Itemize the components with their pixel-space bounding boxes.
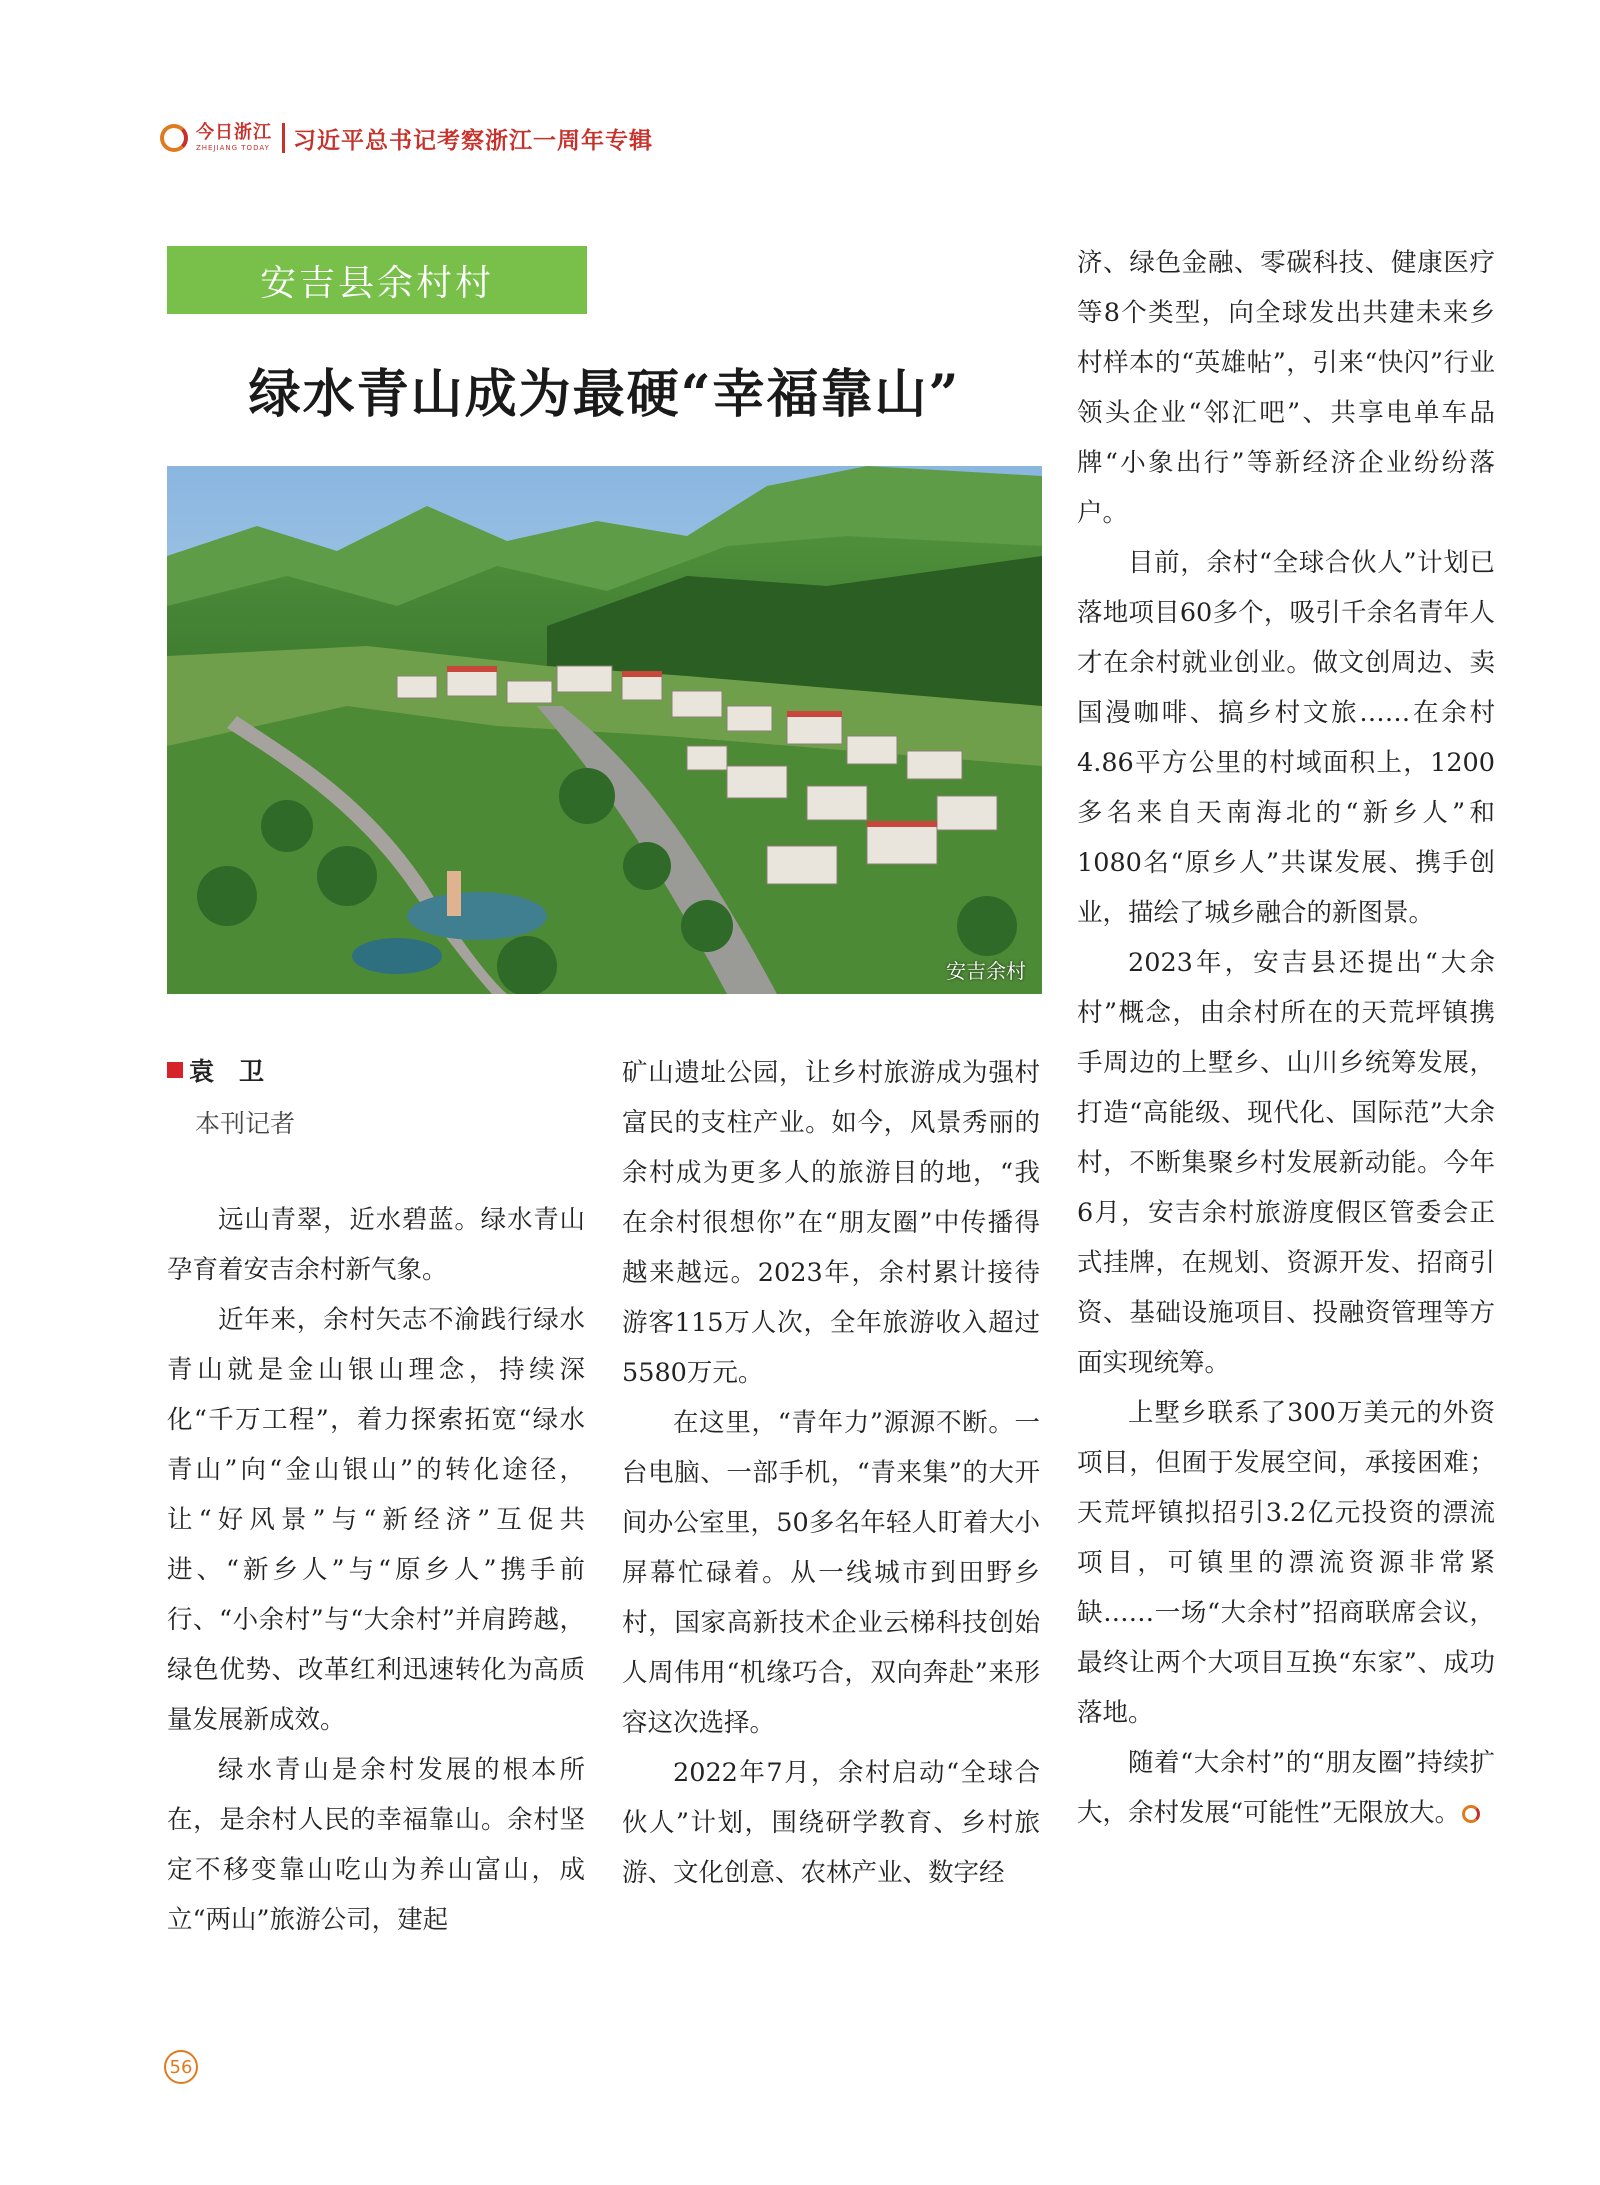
- paragraph: 在这里，“青年力”源源不断。一台电脑、一部手机，“青来集”的大开间办公室里，50多名年轻人盯着大小屏幕忙碌着。从一线城市到田野乡村，国家高新技术企业云梯科技创始人周伟用“机缘巧合，双向奔赴”来形容这次选择。: [622, 1408, 1040, 1738]
- header-divider: [282, 123, 285, 153]
- paragraph: 绿水青山是余村发展的根本所在，是余村人民的幸福靠山。余村坚定不移变靠山吃山为养山富山，成立“两山”旅游公司，建起: [167, 1755, 585, 1935]
- article-column-2: [622, 1048, 1040, 1898]
- author-name: 袁 卫: [189, 1057, 265, 1086]
- paragraph: 目前，余村“全球合伙人”计划已落地项目60多个，吸引千余名青年人才在余村就业创业。做文创周边、卖国漫咖啡、搞乡村文旅……在余村4.86平方公里的村域面积上，1200多名来自天南海北的“新乡人”和1080名“原乡人”共谋发展、携手创业，描绘了城乡融合的新图景。: [1077, 548, 1495, 928]
- magazine-logo: [196, 124, 272, 152]
- section-label: 安吉县余村村: [167, 246, 587, 314]
- photo-caption: 安吉余村: [946, 959, 1026, 983]
- logo-english-name: ZHEJIANG TODAY: [196, 144, 270, 152]
- paragraph: 2023年，安吉县还提出“大余村”概念，由余村所在的天荒坪镇携手周边的上墅乡、山川乡统筹发展，打造“高能级、现代化、国际范”大余村，不断集聚乡村发展新动能。今年6月，安吉余村旅游度假区管委会正式挂牌，在规划、资源开发、招商引资、基础设施项目、投融资管理等方面实现统筹。: [1077, 948, 1495, 1378]
- article-column-1: [167, 1195, 585, 1945]
- paragraph-continued: 济、绿色金融、零碳科技、健康医疗等8个类型，向全球发出共建未来乡村样本的“英雄帖”，引来“快闪”行业领头企业“邻汇吧”、共享电单车品牌“小象出行”等新经济企业纷纷落户。: [1077, 248, 1495, 528]
- special-issue-title: 习近平总书记考察浙江一周年专辑: [293, 127, 653, 154]
- byline: [167, 1052, 295, 1140]
- magazine-header: [160, 118, 653, 158]
- end-mark-icon: [1462, 1805, 1480, 1823]
- article-column-3: [1077, 238, 1495, 1838]
- final-paragraph-text: 随着“大余村”的“朋友圈”持续扩大，余村发展“可能性”无限放大。: [1077, 1748, 1495, 1828]
- landscape-illustration: [167, 466, 1042, 994]
- logo-chinese-name: 今日浙江: [196, 122, 272, 143]
- author: [167, 1052, 295, 1088]
- paragraph: 近年来，余村矢志不渝践行绿水青山就是金山银山理念，持续深化“千万工程”，着力探索拓宽“绿水青山”向“金山银山”的转化途径，让“好风景”与“新经济”互促共进、“新乡人”与“原乡人”携手前行、“小余村”与“大余村”并肩跨越，绿色优势、改革红利迅速转化为高质量发展新成效。: [167, 1305, 585, 1735]
- article-title: 绿水青山成为最硬“幸福靠山”: [248, 364, 961, 425]
- village-aerial-photo: [167, 466, 1042, 994]
- paragraph: 远山青翠，近水碧蓝。绿水青山孕育着安吉余村新气象。: [167, 1205, 585, 1285]
- paragraph-continued: 矿山遗址公园，让乡村旅游成为强村富民的支柱产业。如今，风景秀丽的余村成为更多人的旅游目的地，“我在余村很想你”在“朋友圈”中传播得越来越远。2023年，余村累计接待游客115万人次，全年旅游收入超过5580万元。: [622, 1058, 1040, 1388]
- red-square-icon: [167, 1062, 183, 1078]
- author-role: 本刊记者: [195, 1109, 296, 1138]
- page-number: 56: [164, 2050, 198, 2084]
- paragraph: 上墅乡联系了300万美元的外资项目，但囿于发展空间，承接困难；天荒坪镇拟招引3.2亿元投资的漂流项目，可镇里的漂流资源非常紧缺……一场“大余村”招商联席会议，最终让两个大项目互换“东家”、成功落地。: [1077, 1398, 1495, 1728]
- magazine-logo-icon: [160, 124, 188, 152]
- paragraph: 2022年7月，余村启动“全球合伙人”计划，围绕研学教育、乡村旅游、文化创意、农林产业、数字经: [622, 1758, 1040, 1888]
- final-paragraph: [1077, 1738, 1495, 1838]
